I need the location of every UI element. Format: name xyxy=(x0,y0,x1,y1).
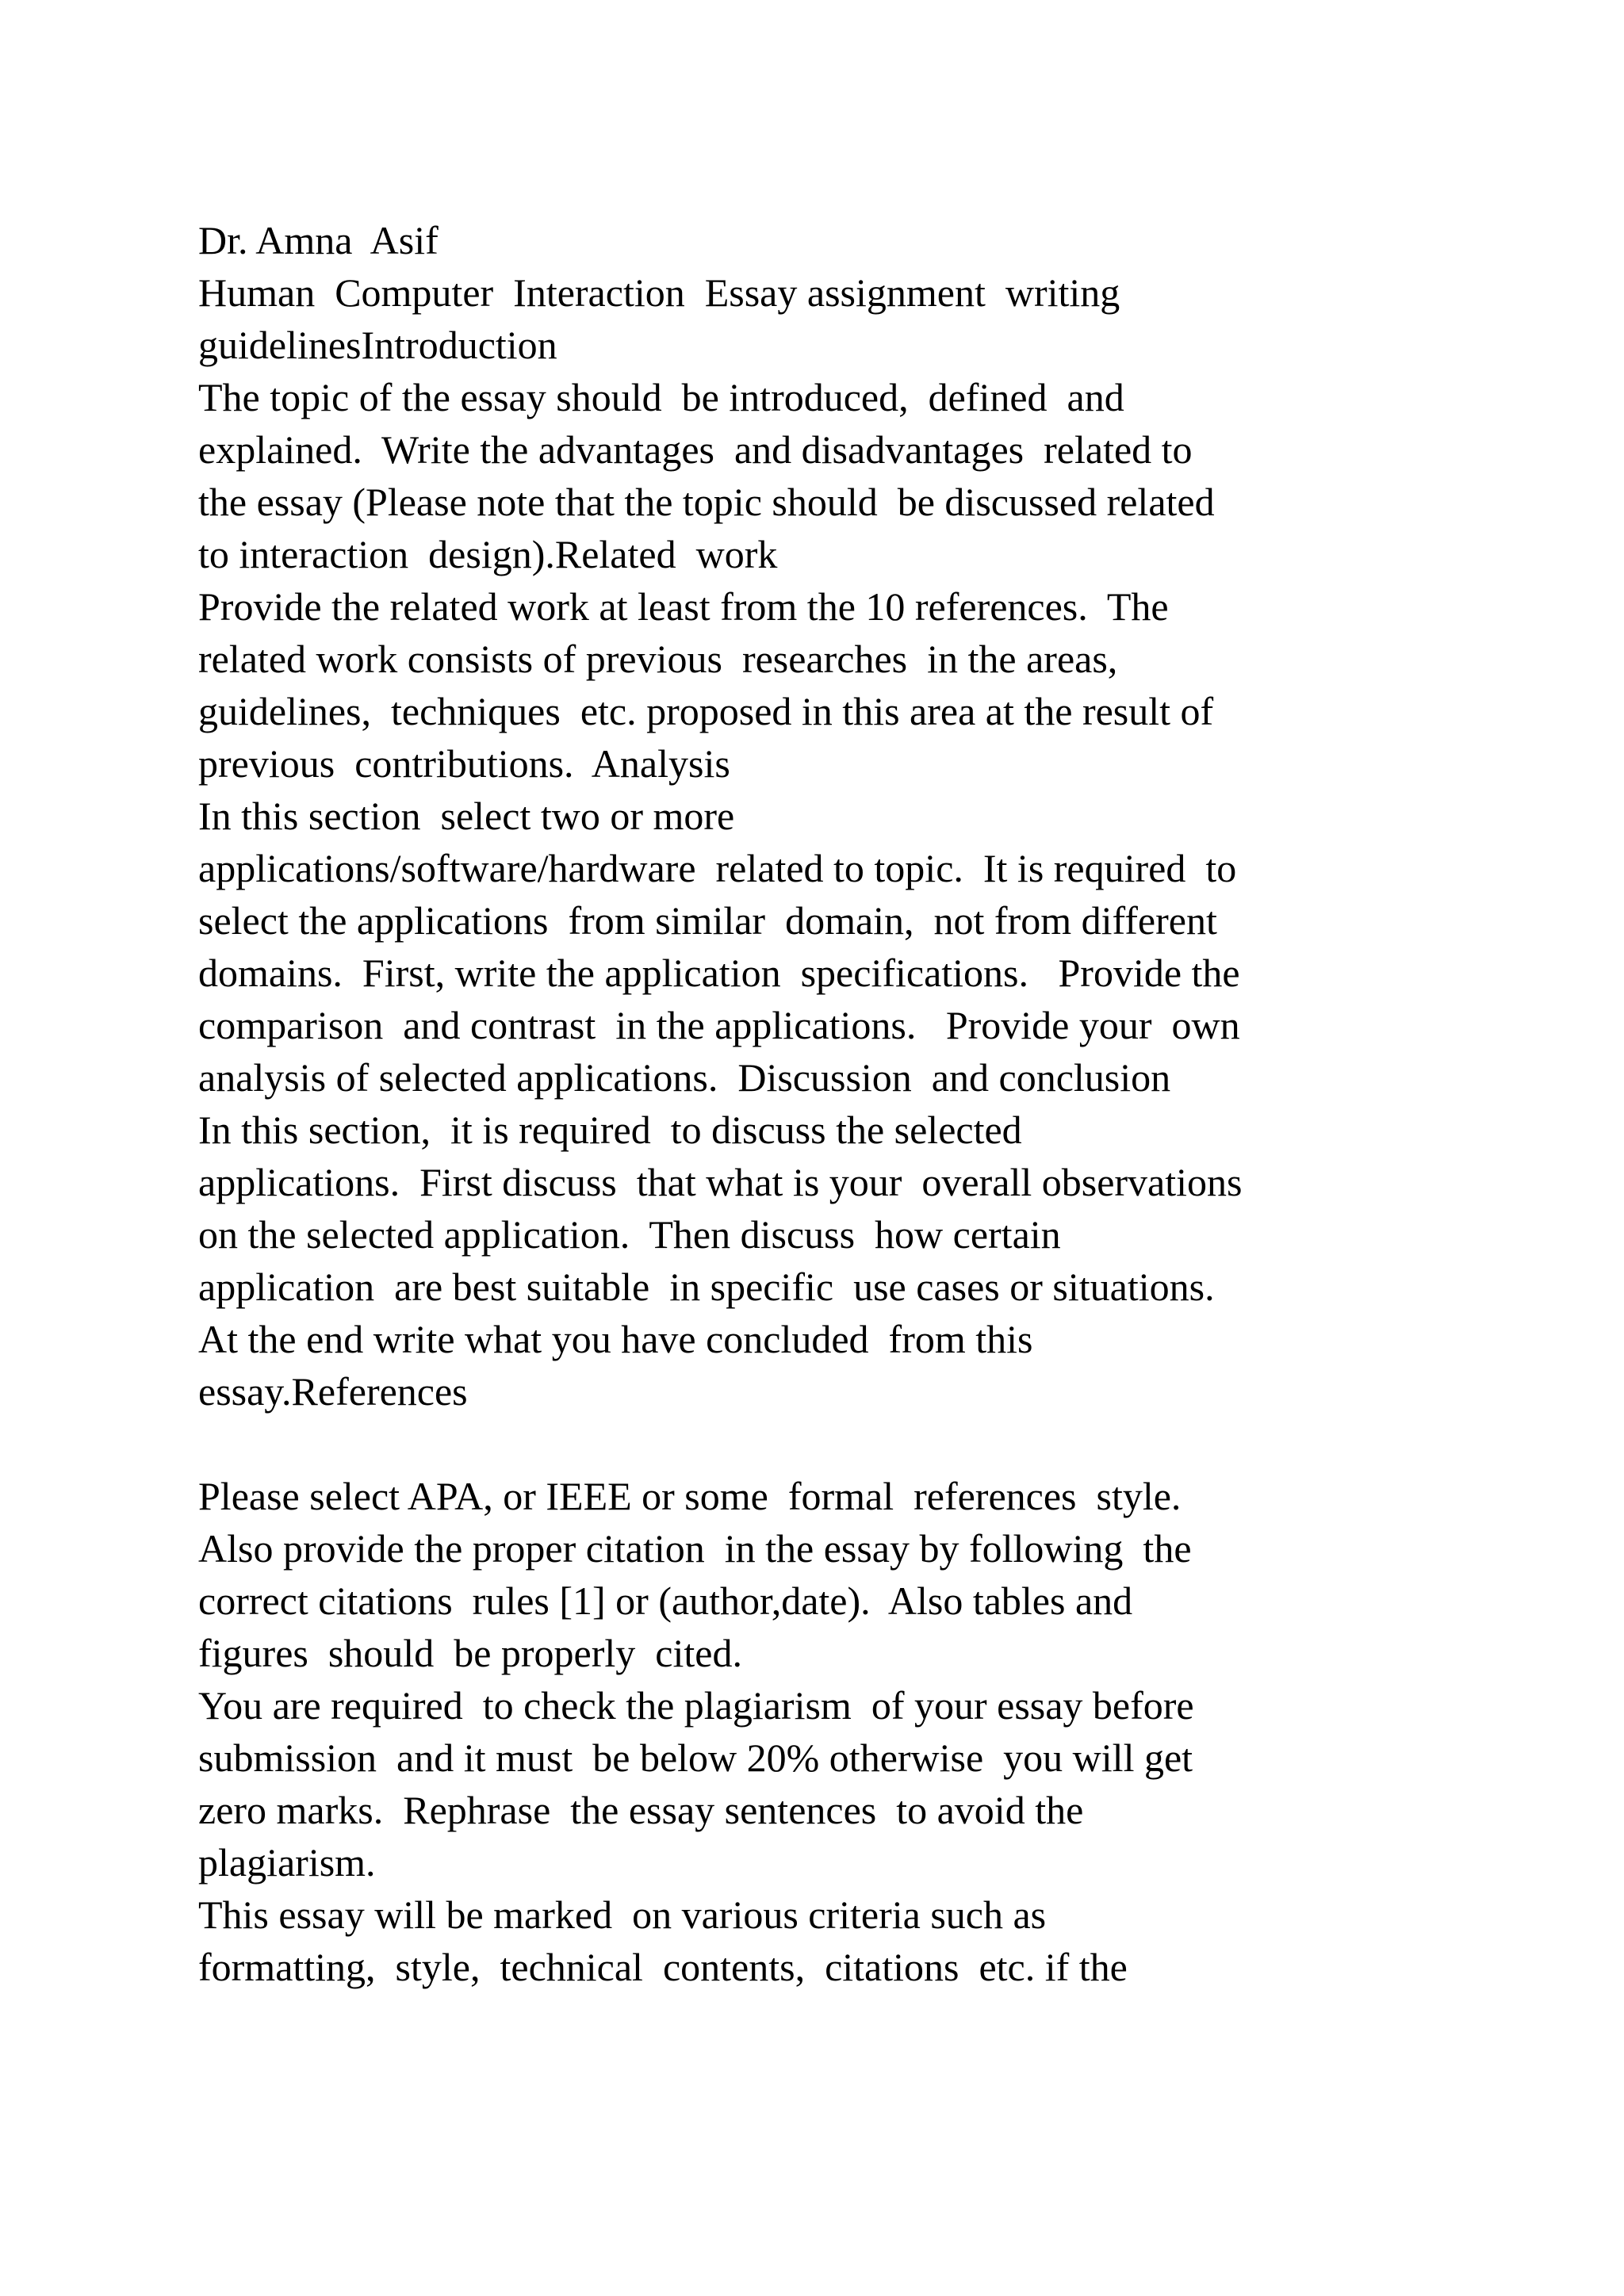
text-line: application are best suitable in specific use cases or situations. xyxy=(198,1265,1215,1309)
text-line: applications/software/hardware related to topic. It is required to xyxy=(198,846,1237,890)
author-name: Dr. Amna Asif xyxy=(198,218,439,262)
text-line: related work consists of previous researches in the areas, xyxy=(198,637,1118,681)
text-line: Also provide the proper citation in the essay by following the xyxy=(198,1526,1192,1571)
text-line: domains. First, write the application specifications. Provide the xyxy=(198,951,1240,995)
text-line: plagiarism. xyxy=(198,1840,376,1885)
document-title: Human Computer Interaction Essay assignment writing xyxy=(198,270,1120,315)
text-line: applications. First discuss that what is your overall observations xyxy=(198,1160,1243,1204)
text-line: the essay (Please note that the topic should be discussed related xyxy=(198,480,1215,524)
text-line: Please select APA, or IEEE or some formal references style. xyxy=(198,1474,1182,1518)
text-line: comparison and contrast in the applications. Provide your own xyxy=(198,1003,1240,1047)
text-line: At the end write what you have concluded from this xyxy=(198,1317,1033,1361)
text-line: zero marks. Rephrase the essay sentences to avoid the xyxy=(198,1788,1084,1832)
text-line: This essay will be marked on various criteria such as xyxy=(198,1892,1047,1937)
text-line: previous contributions. Analysis xyxy=(198,741,730,786)
text-line: figures should be properly cited. xyxy=(198,1631,742,1675)
text-line: explained. Write the advantages and disadvantages related to xyxy=(198,427,1193,472)
text-line: In this section select two or more xyxy=(198,794,735,838)
text-line: Provide the related work at least from the 10 references. The xyxy=(198,584,1169,629)
text-line: select the applications from similar domain, not from different xyxy=(198,898,1217,943)
text-line: In this section, it is required to discuss the selected xyxy=(198,1108,1022,1152)
text-line: formatting, style, technical contents, citations etc. if the xyxy=(198,1945,1128,1989)
text-line: correct citations rules [1] or (author,date). Also tables and xyxy=(198,1578,1133,1623)
text-line: You are required to check the plagiarism of your essay before xyxy=(198,1683,1194,1728)
text-line: guidelinesIntroduction xyxy=(198,323,557,367)
text-line: guidelines, techniques etc. proposed in this area at the result of xyxy=(198,689,1214,733)
text-line: analysis of selected applications. Discussion and conclusion xyxy=(198,1055,1171,1100)
text-line: submission and it must be below 20% otherwise you will get xyxy=(198,1735,1193,1780)
text-line: on the selected application. Then discuss how certain xyxy=(198,1212,1061,1257)
text-line: to interaction design).Related work xyxy=(198,532,778,576)
text-line: The topic of the essay should be introduced, defined and xyxy=(198,375,1124,419)
text-line: essay.References xyxy=(198,1369,468,1414)
